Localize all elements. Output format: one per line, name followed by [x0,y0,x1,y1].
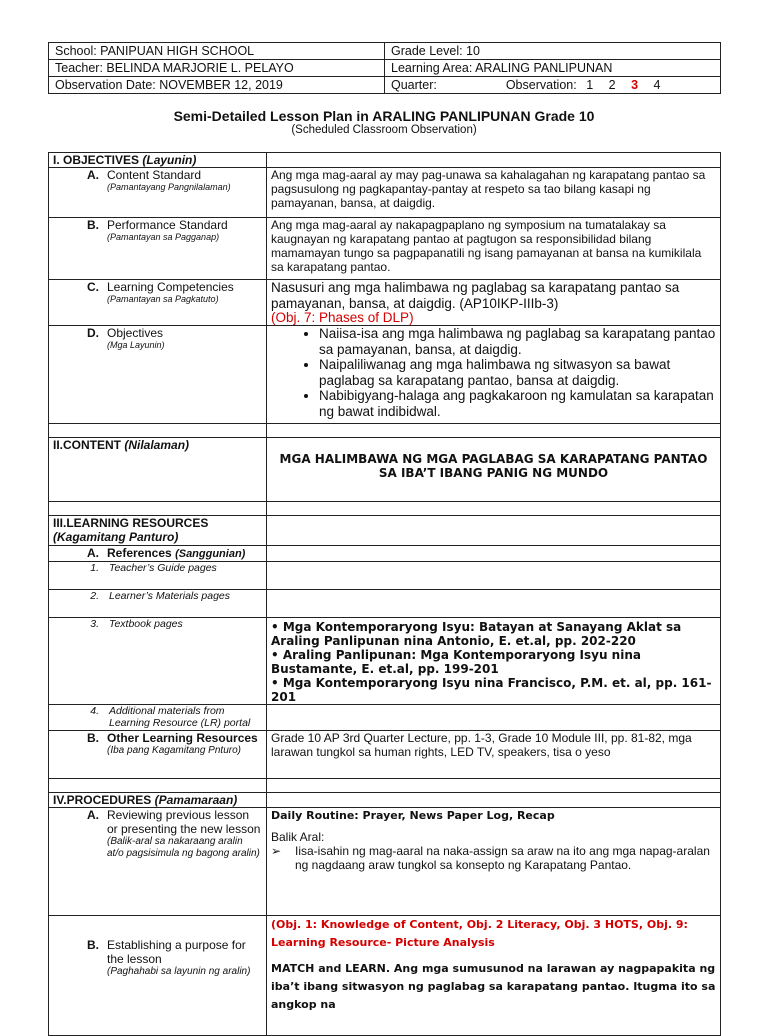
item-label: Additional materials from Learning Resource (LR) portal [109,705,251,729]
objectives-list-cell [267,326,721,424]
observation-number: 4 [653,78,661,92]
purpose-note: (Obj. 1: Knowledge of Content, Obj. 2 Literacy, Obj. 3 HOTS, Obj. 9: Learning Resource- Picture Analysis [271,918,688,949]
grade-cell: Grade Level: 10 [385,43,721,60]
spacer-row [49,502,721,516]
table-row [49,562,721,590]
quarter-cell [385,77,721,94]
review-label [49,808,267,916]
item-label: Learner’s Materials pages [109,590,231,602]
item-letter: B. [87,218,99,232]
competencies-note: (Obj. 7: Phases of DLP) [271,310,414,325]
procedures-header [49,793,267,808]
arrow-icon: ➢ [271,844,282,858]
item-label: Establishing a purpose for the lesson [107,938,246,966]
item-letter: B. [87,731,99,745]
document-subtitle: (Scheduled Classroom Observation) [291,124,477,136]
item-number: 4. [90,705,99,717]
resources-header [49,516,267,546]
textbook-list [267,618,721,705]
empty-cell [267,793,721,808]
item-sublabel: (Balik-aral sa nakaraang aralin at/o pagsisimula ng bagong aralin) [107,836,260,859]
list-item: • Mga Kontemporaryong Isyu: Batayan at Sanayang Aklat sa Araling Panlipunan nina Antonio, E. et.al, pp. 202-220 [271,620,682,648]
content-standard-label [49,168,267,218]
item-sublabel: (Pamantayang Pangnilalaman) [107,182,231,192]
table-row [49,168,721,218]
daily-routine: Daily Routine: Prayer, News Paper Log, Recap [271,809,555,822]
section-subtitle: (Nilalaman) [124,438,190,452]
table-row [49,516,721,546]
item-letter: A. [87,168,99,182]
table-row [49,705,721,731]
item-letter: D. [87,326,99,340]
document-title: Semi-Detailed Lesson Plan in ARALING PANLIPUNAN Grade 10 [173,108,595,124]
item-label: Reviewing previous lesson or presenting the new lesson [107,808,261,836]
objectives-header [49,153,267,168]
list-item: • Naipaliliwanag ang mga halimbawa ng sitwasyon sa bawat paglabag sa karapatang pantao, bansa at daigdig. [319,357,716,388]
section-row [49,793,721,808]
purpose-label [49,916,267,1036]
section-title: I. OBJECTIVES [53,153,140,167]
section-title: II.CONTENT [53,438,121,452]
objectives-label [49,326,267,424]
table-row [49,916,721,1036]
item-sublabel: (Iba pang Kagamitang Pnturo) [107,745,241,756]
reference-item [49,590,267,618]
list-item: • Nabibigyang-halaga ang pagkakaroon ng kamulatan sa karapatan ng bawat indibidwal. [319,388,716,419]
section-title: IV.PROCEDURES [53,793,152,807]
competencies-text: Nasusuri ang mga halimbawa ng paglabag sa karapatang pantao sa pamayanan, bansa, at daigdig. (AP10IKP-IIIb-3) [271,280,680,311]
empty-cell [267,705,721,731]
table-row [49,218,721,280]
table-row [49,546,721,562]
references-label [49,546,267,562]
competencies-label [49,280,267,326]
section-subtitle: (Kagamitang Panturo) [53,530,179,544]
empty-cell [267,153,721,168]
empty-cell [267,516,721,546]
table-row [49,808,721,916]
table-row [49,590,721,618]
list-item [271,844,716,872]
item-letter: B. [87,938,99,952]
observation-number: 1 [586,78,594,92]
table-row [49,280,721,326]
section-title: III.LEARNING RESOURCES [53,516,209,530]
other-resources-label [49,731,267,779]
objectives-list [271,326,716,419]
list-item: • Naiisa-isa ang mga halimbawa ng paglabag sa karapatang pantao sa pamayanan, bansa, at daigdig. [319,326,716,357]
competencies-cell [267,280,721,326]
item-sublabel: (Pamantayan sa Pagganap) [107,232,220,242]
content-title: MGA HALIMBAWA NG MGA PAGLABAG SA KARAPATANG PANTAO SA IBA’T IBANG PANIG NG MUNDO [267,438,721,502]
performance-standard-text: Ang mga mag-aaral ay nakapagpaplano ng symposium na tumatalakay sa kaugnayan ng karapatang pantao at pagtugon sa responsibilidad bilang mamamayan tungo sa pagpapanatili ng isang pamayanan at bansa na kumikilala sa karapatang pantao. [267,218,721,280]
item-sublabel: (Mga Layunin) [107,340,165,350]
info-row [49,60,721,77]
observation-number-selected: 3 [631,78,639,92]
balik-aral-label: Balik Aral: [271,830,325,844]
review-cell [267,808,721,916]
reference-item [49,618,267,705]
review-item: Iisa-isahin ng mag-aaral na naka-assign sa araw na ito ang mga napag-aralan ng nagdaang araw tungkol sa konsepto ng Karapatang Pantao. [295,844,710,872]
content-standard-text: Ang mga mag-aaral ay may pag-unawa sa kahalagahan ng karapatang pantao sa pagsusulong ng pagkapantay-pantay at respeto sa tao bilang kasapi ng pamayanan, bansa, at daigdig. [267,168,721,218]
empty-cell [267,590,721,618]
item-label: Content Standard [107,168,202,182]
item-label: Other Learning Resources [107,731,258,745]
table-row [49,326,721,424]
area-cell: Learning Area: ARALING PANLIPUNAN [385,60,721,77]
reference-item [49,705,267,731]
item-sublabel: (Pamantayan sa Pagkatuto) [107,294,219,304]
observation-number: 2 [608,78,616,92]
list-item: • Mga Kontemporaryong Isyu nina Francisco, P.M. et. al, pp. 161-201 [271,676,712,704]
info-table [48,42,721,94]
table-row [49,731,721,779]
quarter-label: Quarter: [391,78,437,92]
purpose-text: MATCH and LEARN. Ang mga sumusunod na larawan ay nagpapakita ng iba’t ibang sitwasyon ng paglabag sa karapatang pantao. Itugma ito sa angkop na [271,962,716,1011]
item-letter: A. [87,546,99,560]
purpose-cell [267,916,721,1036]
section-subtitle: (Pamamaraan) [154,793,238,807]
item-label: Teacher’s Guide pages [109,562,217,574]
item-sublabel: (Paghahabi sa layunin ng aralin) [107,966,251,977]
reference-item [49,562,267,590]
teacher-cell: Teacher: BELINDA MARJORIE L. PELAYO [49,60,385,77]
item-label: Textbook pages [109,618,183,630]
item-letter: C. [87,280,99,294]
empty-cell [267,562,721,590]
other-resources-text: Grade 10 AP 3rd Quarter Lecture, pp. 1-3, Grade 10 Module III, pp. 81-82, mga larawan tungkol sa human rights, LED TV, speakers, tisa o yeso [267,731,721,779]
empty-cell [267,546,721,562]
table-row [49,438,721,502]
item-number: 3. [90,618,99,630]
table-row [49,618,721,705]
observation-label: Observation: [505,78,577,92]
list-item: • Araling Panlipunan: Mga Kontemporaryong Isyu nina Bustamante, E. et.al, pp. 199-201 [271,648,641,676]
lesson-table [48,152,721,1036]
section-subtitle: (Layunin) [142,153,197,167]
performance-standard-label [49,218,267,280]
content-header [49,438,267,502]
item-label: References [107,546,172,560]
date-cell: Observation Date: NOVEMBER 12, 2019 [49,77,385,94]
spacer-row [49,779,721,793]
item-label: Learning Competencies [107,280,234,294]
school-cell: School: PANIPUAN HIGH SCHOOL [49,43,385,60]
item-sublabel: (Sanggunian) [175,548,246,560]
info-row [49,77,721,94]
item-letter: A. [87,808,99,822]
spacer-row [49,424,721,438]
info-row [49,43,721,60]
item-number: 1. [90,562,99,574]
item-label: Objectives [107,326,164,340]
item-number: 2. [90,590,99,602]
item-label: Performance Standard [107,218,228,232]
section-row [49,153,721,168]
